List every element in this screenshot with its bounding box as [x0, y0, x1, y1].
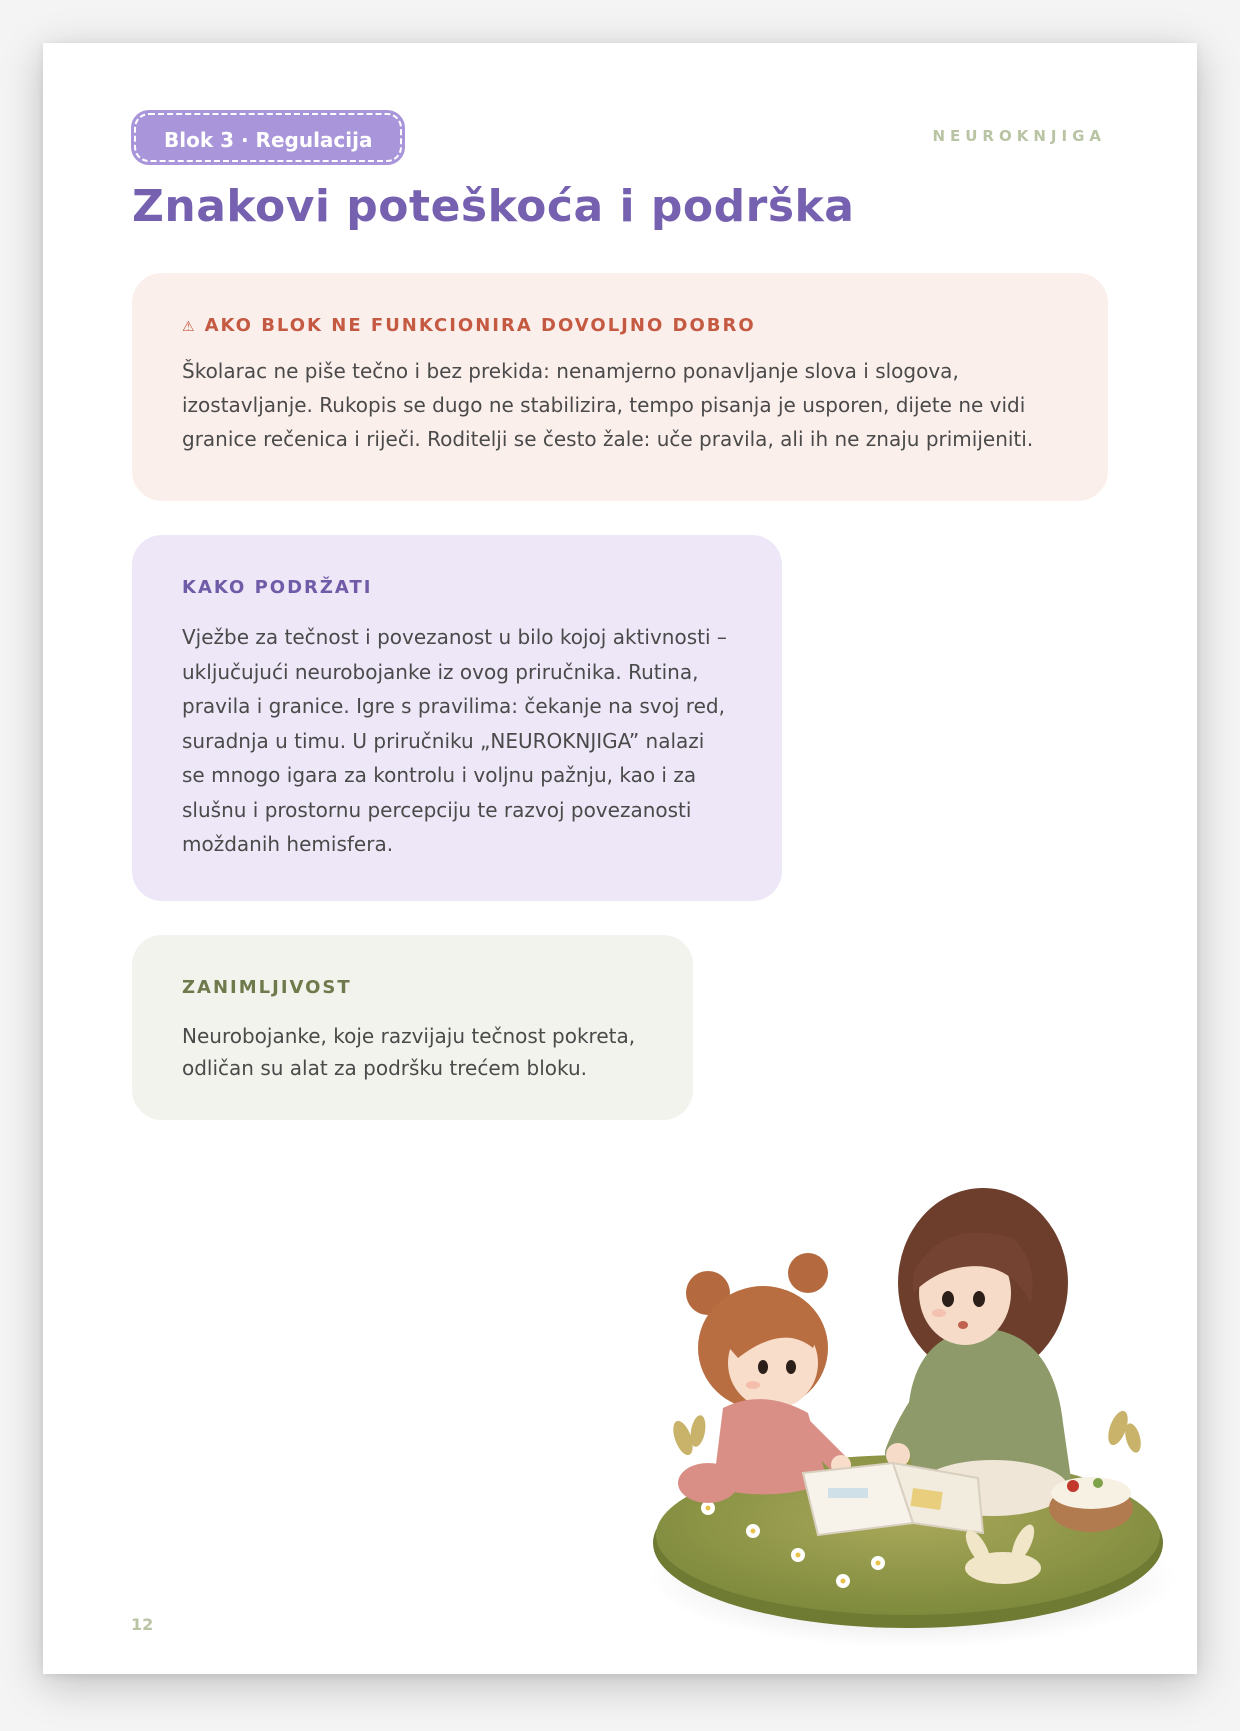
brand-label: NEUROKNJIGA	[932, 127, 1106, 145]
fact-card	[132, 935, 693, 1120]
warning-icon: ⚠	[182, 319, 197, 335]
support-line: se mnogo igara za kontrolu i voljnu pažnju, kao i za	[182, 763, 697, 787]
warning-line: izostavljanje. Rukopis se dugo ne stabilizira, tempo pisanja je usporen, dijete ne vidi	[182, 393, 1026, 417]
support-line: pravila i granice. Igre s pravilima: čekanje na svoj red,	[182, 694, 725, 718]
warning-line: granice rečenica i riječi. Roditelji se često žale: uče pravila, ali ih ne znaju primijeniti.	[182, 427, 1034, 451]
support-line: moždanih hemisfera.	[182, 832, 394, 856]
fact-heading: ZANIMLJIVOST	[182, 977, 352, 998]
section-badge: Blok 3 · Regulacija	[133, 112, 403, 163]
document-page	[43, 43, 1197, 1674]
warning-card	[132, 273, 1108, 501]
fact-text	[182, 1020, 643, 1084]
mother-and-child-reading-illustration	[613, 1163, 1213, 1663]
page-title: Znakovi poteškoća i podrška	[132, 181, 855, 232]
support-line: Vježbe za tečnost i povezanost u bilo kojoj aktivnosti –	[182, 625, 727, 649]
warning-heading-text: AKO BLOK NE FUNKCIONIRA DOVOLJNO DOBRO	[204, 315, 756, 336]
fact-line: Neurobojanke, koje razvijaju tečnost pokreta,	[182, 1024, 636, 1048]
page-number: 12	[131, 1615, 154, 1634]
support-line: slušnu i prostornu percepciju te razvoj povezanosti	[182, 797, 692, 822]
support-text	[182, 620, 732, 862]
support-heading: KAKO PODRŽATI	[182, 577, 373, 598]
warning-line: Školarac ne piše tečno i bez prekida: nenamjerno ponavljanje slova i slogova,	[182, 359, 959, 383]
warning-heading	[182, 315, 1058, 336]
support-card	[132, 535, 782, 901]
support-line: uključujući neurobojanke iz ovog priručnika. Rutina,	[182, 659, 699, 684]
support-line: suradnja u timu. U priručniku „NEUROKNJIGA” nalazi	[182, 728, 705, 753]
warning-text	[182, 354, 1058, 456]
fact-line: odličan su alat za podršku trećem bloku.	[182, 1056, 587, 1080]
